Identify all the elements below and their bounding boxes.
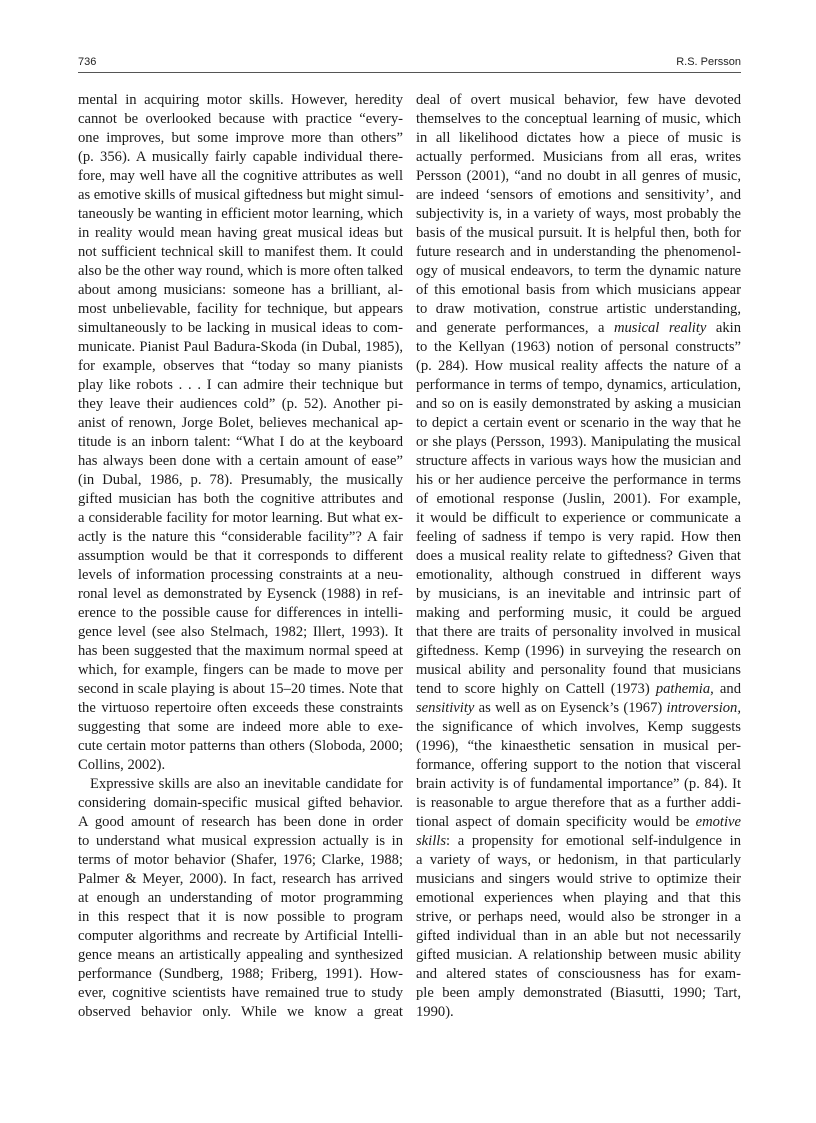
text-line: second in scale playing is about 15–20 times. Note that [78,681,403,697]
text-line: which, for example, fingers can be made to move per [78,662,403,678]
text-line: a considerable facility for motor learning. But what ex- [78,510,403,526]
text-line: gence level (see also Stelmach, 1982; Illert, 1993). It [78,624,403,640]
text-line: emotional experiences when playing and that this [416,890,741,906]
italic-term: emotive [695,814,741,830]
text-line: they leave their audiences cold” (p. 52). Another pi- [78,396,403,412]
text-line: about among musicians: someone has a brilliant, al- [78,282,403,298]
text-line: has been suggested that the maximum normal speed at [78,643,403,659]
text-line: municate. Pianist Paul Badura-Skoda (in Dubal, 1985), [78,339,403,355]
text-line: play like robots . . . I can admire their technique but [78,377,403,393]
text-line: gifted individual than in an able but not necessarily [416,928,741,944]
text-line: formance, offering support to the notion that visceral [416,757,741,773]
text-line: (in Dubal, 1986, p. 78). Presumably, the musically [78,472,403,488]
text-line: for example, observes that “today so many pianists [78,358,403,374]
text-segment: , and [710,681,741,697]
text-line: ogy of musical endeavors, to term the dynamic nature [416,263,741,279]
text-line: cannot be overlooked because with practice “every- [78,111,403,127]
text-line: performance (Sundberg, 1988; Friberg, 1991). How- [78,966,403,982]
text-line [416,832,741,851]
text-line: musical ability and personality found that musicians [416,662,741,678]
right-text-column [416,91,741,1022]
text-line: cute certain motor patterns than others (Sloboda, 2000; [78,738,403,754]
text-line: mental in acquiring motor skills. However, heredity [78,92,403,108]
text-line: the virtuoso repertoire often exceeds these constraints [78,700,403,716]
text-line: most unbelievable, facility for technique, but appears [78,301,403,317]
text-line: to the Kellyan (1963) notion of personal constructs” [416,339,741,355]
text-line: basis of the musical pursuit. It is helpful then, both for [416,225,741,241]
text-line: ple been amply demonstrated (Biasutti, 1990; Tart, [416,985,741,1001]
text-segment: : a propensity for emotional self-indulgence in [446,833,741,849]
text-segment: akin [706,320,741,336]
text-line: also be the other way round, which is more often talked [78,263,403,279]
running-head-author: R.S. Persson [676,56,741,68]
text-line: Palmer & Meyer, 2000). In fact, research has arrived [78,871,403,887]
text-line: future research and in understanding the phenomenol- [416,244,741,260]
text-line: does a musical reality relate to giftedness? Given that [416,548,741,564]
text-line: to depict a certain event or scenario in the way that he [416,415,741,431]
text-line: to understand what musical expression actually is in [78,833,403,849]
text-line: it would be difficult to experience or communicate a [416,510,741,526]
text-line: Expressive skills are also an inevitable candidate for [90,776,403,792]
text-line [416,813,741,832]
text-line: considering domain-specific musical gifted behavior. [78,795,403,811]
text-line: actly is the nature this “considerable facility”? A fair [78,529,403,545]
text-line: strive, or perhaps need, would also be stronger in a [416,909,741,925]
text-line: one improves, but some improve more than others” [78,130,403,146]
text-line: and so on is easily demonstrated by asking a musician [416,396,741,412]
text-line: A good amount of research has been done in order [78,814,403,830]
text-line: ever, cognitive scientists have remained true to study [78,985,403,1001]
text-segment: tend to score highly on Cattell (1973) [416,681,656,697]
italic-term: musical reality [613,320,707,336]
text-line: has always been done with a certain amount of ease” [78,453,403,469]
text-segment: as well as on Eysenck’s (1967) [474,700,667,716]
text-line [416,680,741,699]
text-line: not sufficient technical skill to manifest them. It could [78,244,403,260]
text-line: in this respect that it is now possible to program [78,909,403,925]
text-line: and altered states of consciousness has for exam- [416,966,741,982]
text-line: gence means an artistically appealing and synthesized [78,947,403,963]
text-line: structure affects in various ways how the musician and [416,453,741,469]
text-line: is reasonable to argue therefore that as a further addi- [416,795,741,811]
text-line [416,319,741,338]
text-line: his or her audience perceive the performance in terms [416,472,741,488]
text-line: as emotive skills of musical giftedness but might simul- [78,187,404,203]
text-line: giftedness. Kemp (1996) in surveying the research on [416,643,741,659]
text-line: themselves to the conceptual learning of music, which [416,111,741,127]
text-line: taneously be wanting in efficient motor learning, which [78,206,403,222]
text-line: fore, may well have all the cognitive attributes as well [78,168,403,184]
text-line: of this emotional basis from which musicians appear [416,282,741,298]
text-line: 1990). [416,1004,454,1020]
text-line: anist of renown, Jorge Bolet, believes mechanical ap- [78,415,403,431]
text-line: brain activity is of fundamental importance” (p. 84). It [416,776,741,792]
italic-term: sensitivity [416,700,475,716]
text-line: by musicians, is an inevitable and intrinsic part of [416,586,741,602]
left-text-column [78,91,403,1022]
text-line: Collins, 2002). [78,757,166,773]
italic-term: pathemia [655,681,711,697]
text-line: a variety of ways, or hedonism, in that particularly [416,852,741,868]
text-line: (p. 284). How musical reality affects the nature of a [416,358,741,374]
text-line: terms of motor behavior (Shafer, 1976; Clarke, 1988; [78,852,403,868]
text-line: actually performed. Musicians from all eras, writes [416,149,741,165]
text-line: suggesting that some are indeed more able to exe- [78,719,403,735]
text-line: musicians and singers would strive to optimize their [416,871,741,887]
text-line: emotionality, although construed in different ways [416,567,741,583]
text-line: computer algorithms and recreate by Artificial Intelli- [78,928,403,944]
text-line: in reality would mean having great musical ideas but [78,225,403,241]
italic-term: skills [416,833,446,849]
text-line: titude is an inborn talent: “What I do at the keyboard [78,434,403,450]
text-line: feeling of sadness if tempo is very rapid. How then [416,529,741,545]
text-line: levels of information processing constraints at a neu- [78,567,403,583]
text-line: ronal level as demonstrated by Eysenck (1988) in ref- [78,586,403,602]
text-line: (p. 356). A musically fairly capable individual there- [78,149,403,165]
text-line: that there are traits of personality involved in musical [416,624,741,640]
text-line: to draw motivation, construe artistic understanding, [416,301,741,317]
text-line: assumption would be that it corresponds to different [78,548,403,564]
text-line: or she plays (Persson, 1993). Manipulating the musical [416,434,741,450]
text-line: (1996), “the kinaesthetic sensation in musical per- [416,738,741,754]
text-line: subjectivity is, in a variety of ways, most probably the [416,206,741,222]
running-header [78,56,741,73]
text-line: in all likelihood dictates how a piece of music is [416,130,741,146]
text-line: of emotional response (Juslin, 2001). For example, [416,491,741,507]
text-line: are indeed ‘sensors of emotions and sensitivity’, and [416,187,741,203]
text-line [416,699,741,718]
text-segment: and generate performances, a [416,320,614,336]
text-line: erence to the possible cause for differences in intelli- [78,605,403,621]
text-line: at enough an understanding of motor programming [78,890,403,906]
text-line: Persson (2001), “and no doubt in all genres of music, [416,168,741,184]
italic-term: introversion, [666,700,741,716]
text-line: observed behavior only. While we know a great [78,1004,403,1020]
text-line: gifted musician. A relationship between music ability [416,947,741,963]
text-line: the significance of which involves, Kemp suggests [416,719,741,735]
text-line: deal of overt musical behavior, few have devoted [416,92,741,108]
text-line: simultaneously to be lacking in musical ideas to com- [78,320,403,336]
text-segment: tional aspect of domain specificity would be [416,814,696,830]
text-line: making and performing music, it could be argued [416,605,741,621]
text-line: performance in terms of tempo, dynamics, articulation, [416,377,741,393]
text-line: gifted musician has both the cognitive attributes and [78,491,403,507]
page-number: 736 [78,56,97,68]
